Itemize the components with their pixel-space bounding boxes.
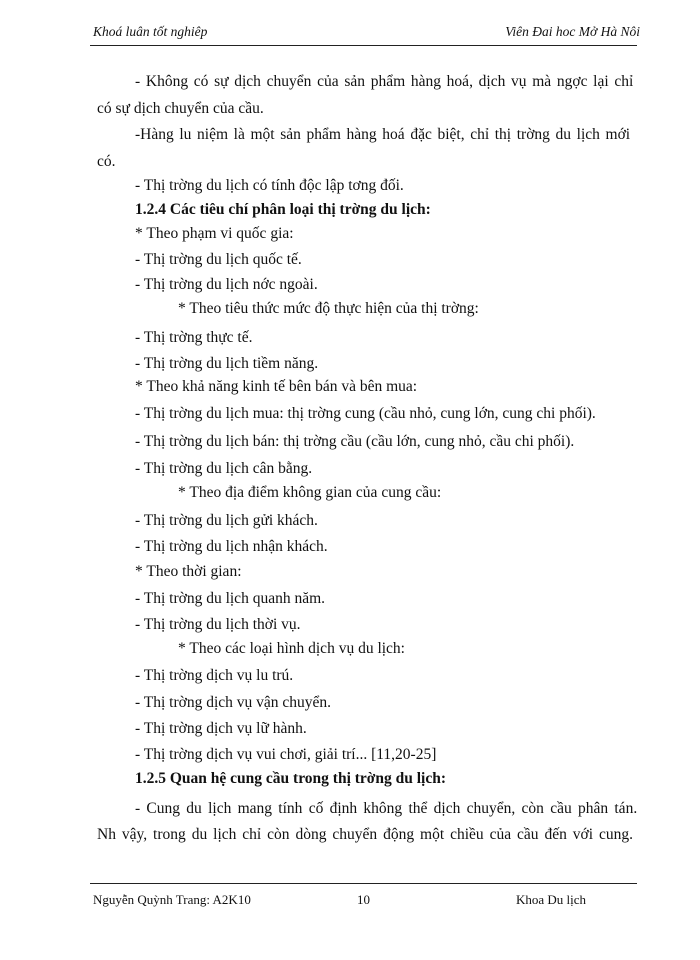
list-item: - Thị trờng dịch vụ vận chuyển.	[135, 694, 332, 711]
list-item: - Thị trờng dịch vụ vui chơi, giải trí... [11,20-25]	[135, 746, 437, 763]
category-heading: * Theo tiêu thức mức độ thực hiện của thị trờng:	[178, 300, 479, 317]
page-number: 10	[357, 892, 370, 907]
list-item: - Thị trờng du lịch nớc ngoài.	[135, 276, 318, 293]
category-heading: * Theo phạm vi quốc gia:	[135, 225, 294, 242]
category-heading: * Theo thời gian:	[135, 563, 242, 580]
list-item: - Thị trờng du lịch thời vụ.	[135, 616, 301, 633]
list-item: - Thị trờng du lịch quanh năm.	[135, 590, 326, 607]
body-line: - Thị trờng du lịch có tính độc lập tơng đối.	[135, 177, 404, 194]
body-line: - Không có sự dịch chuyển của sản phẩm hàng hoá, dịch vụ mà ngợc lại chỉ	[135, 73, 634, 90]
list-item: - Thị trờng du lịch nhận khách.	[135, 538, 328, 555]
category-heading: * Theo địa điểm không gian của cung cầu:	[178, 484, 442, 501]
section-heading-1-2-5: 1.2.5 Quan hệ cung cầu trong thị trờng du lịch:	[135, 770, 447, 787]
footer-department: Khoa Du lịch	[516, 892, 587, 907]
footer-author: Nguyễn Quỳnh Trang: A2K10	[93, 892, 251, 907]
list-item: - Thị trờng dịch vụ lu trú.	[135, 667, 294, 684]
list-item: - Thị trờng du lịch quốc tế.	[135, 251, 302, 268]
body-line: Nh vậy, trong du lịch chỉ còn dòng chuyển động một chiều của cầu đến với cung.	[97, 826, 633, 843]
list-item: - Thị trờng du lịch tiềm năng.	[135, 355, 319, 372]
body-line: -Hàng lu niệm là một sản phẩm hàng hoá đặc biệt, chỉ thị trờng du lịch mới	[135, 126, 631, 143]
list-item: - Thị trờng dịch vụ lữ hành.	[135, 720, 307, 737]
header-divider	[90, 45, 637, 46]
section-heading-1-2-4: 1.2.4 Các tiêu chí phân loại thị trờng du lịch:	[135, 201, 431, 218]
footer-divider	[90, 883, 637, 884]
list-item: - Thị trờng du lịch gửi khách.	[135, 512, 318, 529]
list-item: - Thị trờng thực tế.	[135, 329, 253, 346]
header-university: Viên Đai hoc Mở Hà Nôi	[505, 24, 640, 39]
body-line: - Cung du lịch mang tính cố định không thể dịch chuyển, còn cầu phân tán.	[135, 800, 638, 817]
list-item: - Thị trờng du lịch cân bằng.	[135, 460, 313, 477]
list-item: - Thị trờng du lịch mua: thị trờng cung (cầu nhỏ, cung lớn, cung chi phối).	[135, 405, 596, 422]
header-thesis-title: Khoá luân tốt nghiêp	[93, 24, 208, 39]
body-line: có.	[97, 153, 116, 170]
category-heading: * Theo khả năng kinh tế bên bán và bên mua:	[135, 378, 418, 395]
body-line: có sự dịch chuyển của cầu.	[97, 100, 264, 117]
list-item: - Thị trờng du lịch bán: thị trờng cầu (cầu lớn, cung nhỏ, cầu chi phối).	[135, 433, 575, 450]
category-heading: * Theo các loại hình dịch vụ du lịch:	[178, 640, 405, 657]
